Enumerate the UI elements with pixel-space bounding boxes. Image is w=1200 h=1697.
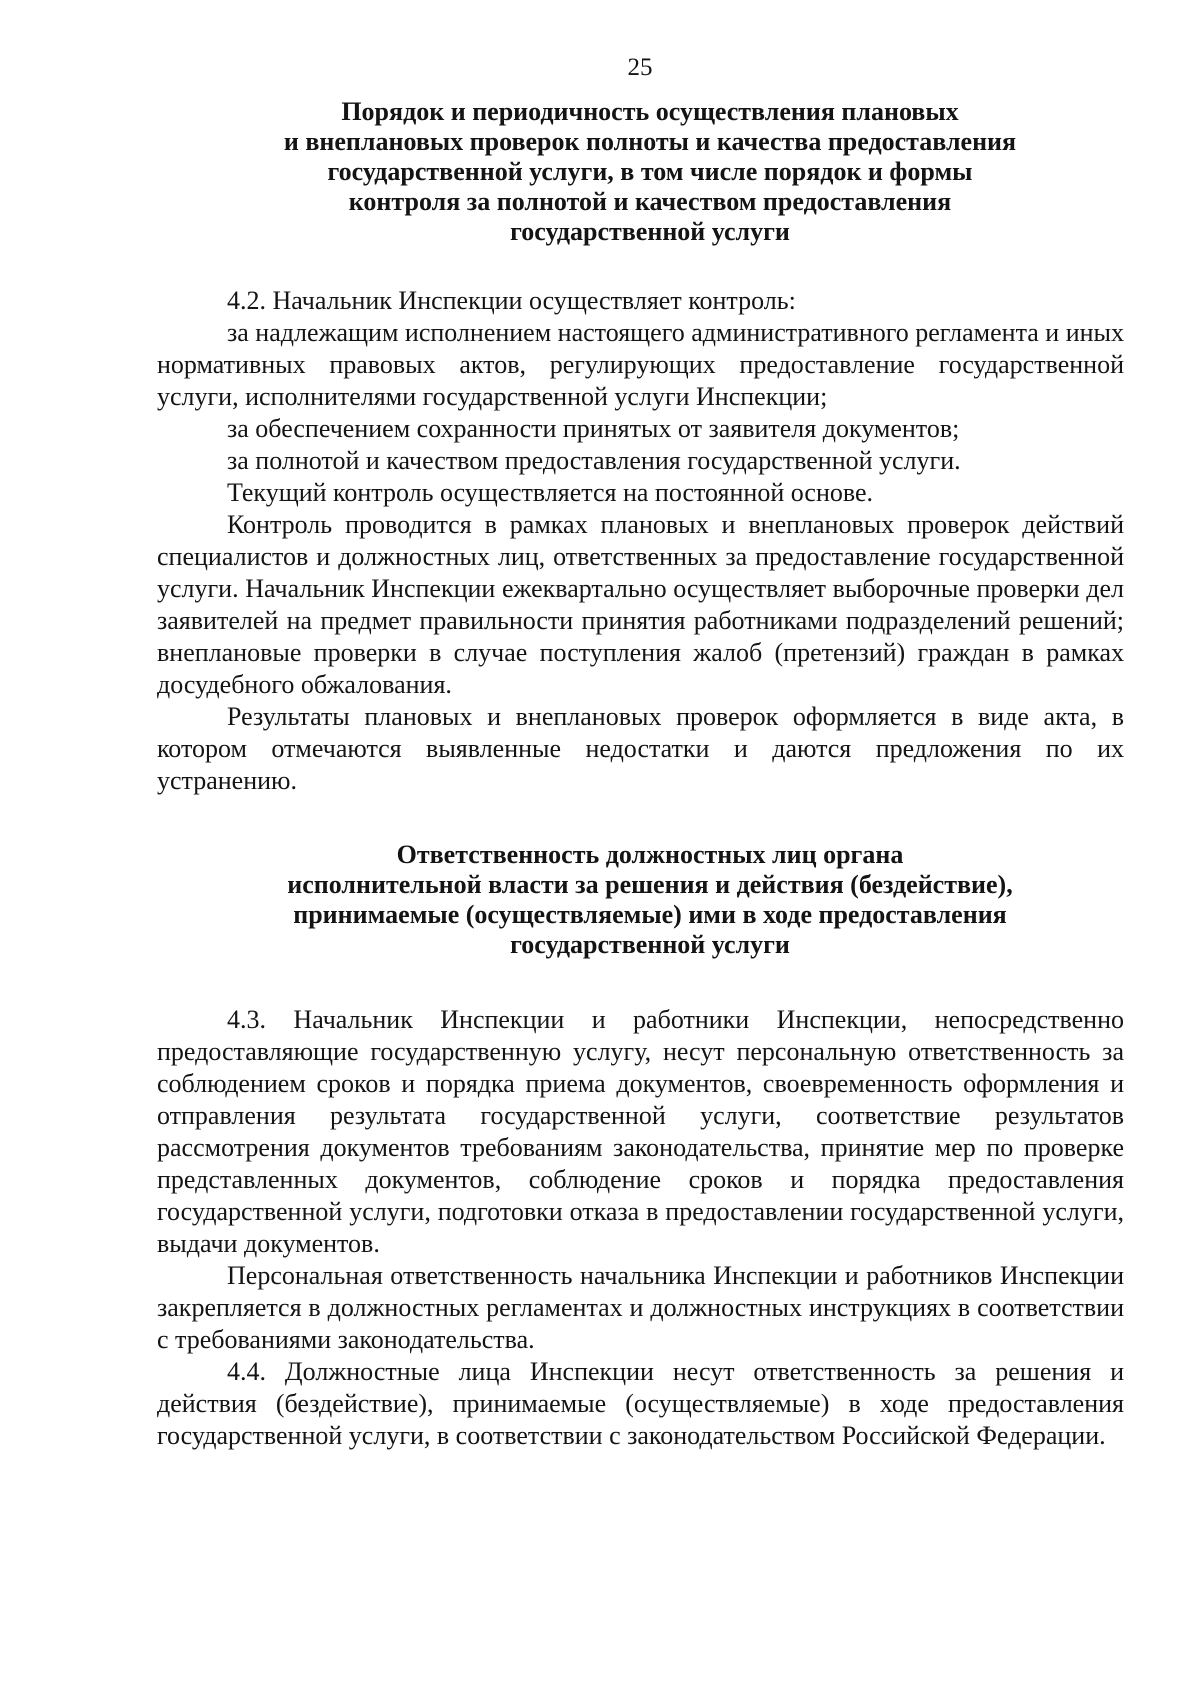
section-body-official-responsibility	[157, 1004, 1124, 1452]
paragraph: Текущий контроль осуществляется на постоянной основе.	[227, 478, 874, 507]
page-number: 25	[627, 54, 653, 81]
paragraph: за надлежащим исполнением настоящего административного регламента и иных нормативных правовых актов, регулирующих предоставление государственной услуги, исполнителями государственной услуги Инспекции;	[157, 318, 1124, 411]
paragraph: 4.2. Начальник Инспекции осуществляет контроль:	[227, 286, 796, 315]
paragraph: Контроль проводится в рамках плановых и внеплановых проверок действий специалистов и должностных лиц, ответственных за предоставление государственной услуги. Начальник Инспекции ежеквартально осуществляет выборочные проверки дел заявителей на предмет правильности принятия работниками подразделений решений; внеплановые проверки в случае поступления жалоб (претензий) граждан в рамках досудебного обжалования.	[157, 510, 1124, 699]
paragraph: за обеспечением сохранности принятых от заявителя документов;	[227, 414, 960, 443]
paragraph: 4.4. Должностные лица Инспекции несут ответственность за решения и действия (бездействие), принимаемые (осуществляемые) в ходе предоставления государственной услуги, в соответствии с законодательством Российской Федерации.	[157, 1357, 1124, 1450]
heading-line: контроля за полнотой и качеством предоставления	[348, 187, 952, 216]
heading-line: и внеплановых проверок полноты и качества предоставления	[283, 127, 1017, 156]
paragraph: за полнотой и качеством предоставления государственной услуги.	[227, 446, 961, 475]
section-heading-control-procedure	[150, 97, 1150, 247]
heading-line: Ответственность должностных лиц органа	[396, 840, 904, 869]
heading-line: государственной услуги, в том числе порядок и формы	[327, 157, 973, 186]
section-body-control-procedure	[157, 285, 1124, 797]
heading-line: Порядок и периодичность осуществления плановых	[341, 97, 959, 126]
paragraph: Результаты плановых и внеплановых проверок оформляется в виде акта, в котором отмечаются выявленные недостатки и даются предложения по их устранению.	[157, 702, 1124, 795]
paragraph: 4.3. Начальник Инспекции и работники Инспекции, непосредственно предоставляющие государственную услугу, несут персональную ответственность за соблюдением сроков и порядка приема документов, своевременность оформления и отправления результата государственной услуги, соответствие результатов рассмотрения документов требованиям законодательства, принятие мер по проверке представленных документов, соблюдение сроков и порядка предоставления государственной услуги, подготовки отказа в предоставлении государственной услуги, выдачи документов.	[157, 1005, 1124, 1258]
paragraph: Персональная ответственность начальника Инспекции и работников Инспекции закрепляется в должностных регламентах и должностных инструкциях в соответствии с требованиями законодательства.	[157, 1261, 1124, 1354]
heading-line: исполнительной власти за решения и действия (бездействие),	[287, 870, 1013, 899]
heading-line: государственной услуги	[510, 217, 790, 246]
section-heading-official-responsibility	[150, 840, 1150, 960]
heading-line: принимаемые (осуществляемые) ими в ходе предоставления	[293, 900, 1007, 929]
heading-line: государственной услуги	[510, 930, 790, 959]
